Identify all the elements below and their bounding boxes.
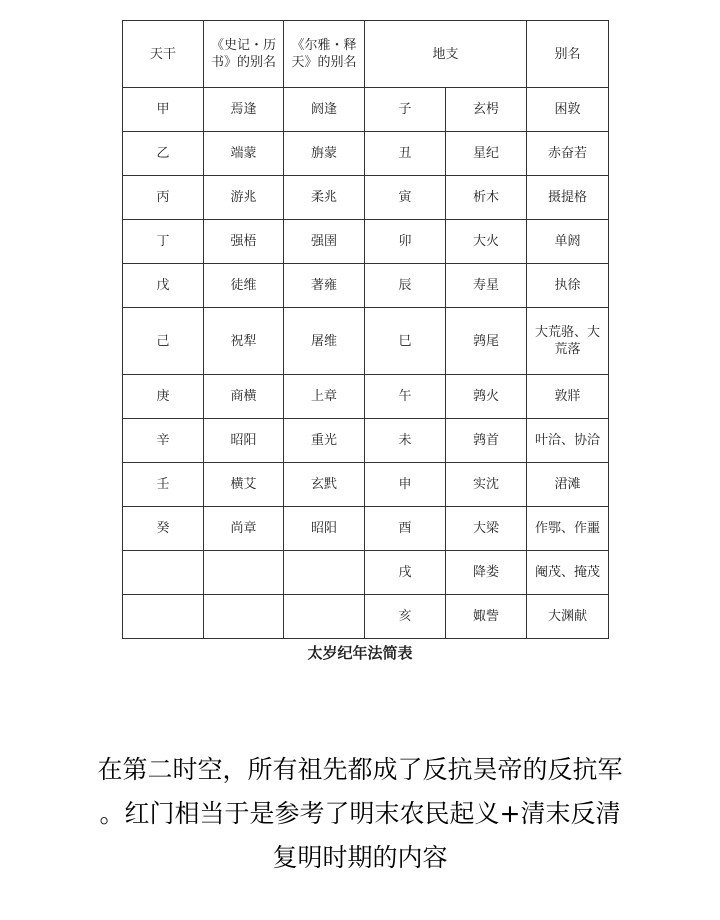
shiji-alias-cell: [204, 595, 284, 639]
table-row: [123, 132, 609, 176]
alias-cell: 叶洽、协洽: [527, 419, 609, 463]
alias-cell: 单阏: [527, 220, 609, 264]
table-row: [123, 176, 609, 220]
shiji-alias-cell: 横艾: [204, 463, 284, 507]
shiji-alias-cell: 尚章: [204, 507, 284, 551]
table-row: [123, 220, 609, 264]
erya-alias-cell: 旃蒙: [284, 132, 365, 176]
shiji-alias-cell: 焉逢: [204, 88, 284, 132]
dizhi-cell: 丑: [365, 132, 446, 176]
table-row: [123, 463, 609, 507]
header-alias: 别名: [527, 21, 609, 88]
shiji-alias-cell: 昭阳: [204, 419, 284, 463]
note-text: [0, 748, 720, 880]
dizhi-cell: 未: [365, 419, 446, 463]
erya-alias-cell: 著雍: [284, 264, 365, 308]
header-dizhi: 地支: [365, 21, 527, 88]
dizhi-cell: 酉: [365, 507, 446, 551]
alias-cell: 大荒骆、大荒落: [527, 308, 609, 375]
header-shiji-alias: 《史记・历书》的别名: [204, 21, 284, 88]
table-row: [123, 308, 609, 375]
dizhi-star-cell: 大火: [446, 220, 527, 264]
tiangan-cell: 庚: [123, 375, 204, 419]
tiangan-cell: 丁: [123, 220, 204, 264]
table-row: [123, 551, 609, 595]
tiangan-cell: 丙: [123, 176, 204, 220]
dizhi-star-cell: 鹑尾: [446, 308, 527, 375]
alias-cell: 困敦: [527, 88, 609, 132]
alias-cell: 敦牂: [527, 375, 609, 419]
dizhi-cell: 午: [365, 375, 446, 419]
erya-alias-cell: 昭阳: [284, 507, 365, 551]
dizhi-cell: 巳: [365, 308, 446, 375]
shiji-alias-cell: [204, 551, 284, 595]
alias-cell: 涒滩: [527, 463, 609, 507]
table-row: [123, 375, 609, 419]
table-row: [123, 507, 609, 551]
note-line: 复明时期的内容: [272, 843, 448, 872]
dizhi-star-cell: 降娄: [446, 551, 527, 595]
tiangan-cell: 壬: [123, 463, 204, 507]
erya-alias-cell: 强圉: [284, 220, 365, 264]
shiji-alias-cell: 端蒙: [204, 132, 284, 176]
tiangan-cell: 癸: [123, 507, 204, 551]
header-row: [123, 21, 609, 88]
dizhi-star-cell: 析木: [446, 176, 527, 220]
shiji-alias-cell: 徒维: [204, 264, 284, 308]
dizhi-star-cell: 大梁: [446, 507, 527, 551]
table-row: [123, 88, 609, 132]
dizhi-cell: 辰: [365, 264, 446, 308]
tiangan-cell: 辛: [123, 419, 204, 463]
table-row: [123, 595, 609, 639]
dizhi-cell: 卯: [365, 220, 446, 264]
table-row: [123, 419, 609, 463]
tiangan-cell: 乙: [123, 132, 204, 176]
header-erya-alias: 《尔雅・释天》的别名: [284, 21, 365, 88]
alias-cell: 阉茂、掩茂: [527, 551, 609, 595]
alias-cell: 执徐: [527, 264, 609, 308]
dizhi-cell: 寅: [365, 176, 446, 220]
erya-alias-cell: 上章: [284, 375, 365, 419]
erya-alias-cell: [284, 595, 365, 639]
dizhi-star-cell: 寿星: [446, 264, 527, 308]
header-tiangan: 天干: [123, 21, 204, 88]
dizhi-star-cell: 鹑火: [446, 375, 527, 419]
dizhi-star-cell: 玄枵: [446, 88, 527, 132]
alias-cell: 作鄂、作噩: [527, 507, 609, 551]
tiangan-cell: 甲: [123, 88, 204, 132]
dizhi-cell: 亥: [365, 595, 446, 639]
erya-alias-cell: [284, 551, 365, 595]
note-line: 。红门相当于是参考了明末农民起义+清末反清: [99, 799, 621, 828]
note-line: 在第二时空，所有祖先都成了反抗昊帝的反抗军: [97, 755, 623, 784]
shiji-alias-cell: 游兆: [204, 176, 284, 220]
dizhi-star-cell: 娵訾: [446, 595, 527, 639]
shiji-alias-cell: 强梧: [204, 220, 284, 264]
dizhi-star-cell: 星纪: [446, 132, 527, 176]
dizhi-cell: 戌: [365, 551, 446, 595]
table-row: [123, 264, 609, 308]
dizhi-cell: 申: [365, 463, 446, 507]
tiangan-cell: [123, 595, 204, 639]
tiangan-cell: 己: [123, 308, 204, 375]
shiji-alias-cell: 商横: [204, 375, 284, 419]
erya-alias-cell: 屠维: [284, 308, 365, 375]
erya-alias-cell: 重光: [284, 419, 365, 463]
erya-alias-cell: 玄黓: [284, 463, 365, 507]
dizhi-star-cell: 实沈: [446, 463, 527, 507]
table-caption: 太岁纪年法简表: [307, 644, 413, 662]
erya-alias-cell: 阏逢: [284, 88, 365, 132]
tiangan-cell: 戊: [123, 264, 204, 308]
alias-cell: 摄提格: [527, 176, 609, 220]
taisui-table: [122, 20, 609, 639]
alias-cell: 赤奋若: [527, 132, 609, 176]
shiji-alias-cell: 祝犁: [204, 308, 284, 375]
alias-cell: 大渊献: [527, 595, 609, 639]
erya-alias-cell: 柔兆: [284, 176, 365, 220]
tiangan-cell: [123, 551, 204, 595]
dizhi-star-cell: 鹑首: [446, 419, 527, 463]
dizhi-cell: 子: [365, 88, 446, 132]
